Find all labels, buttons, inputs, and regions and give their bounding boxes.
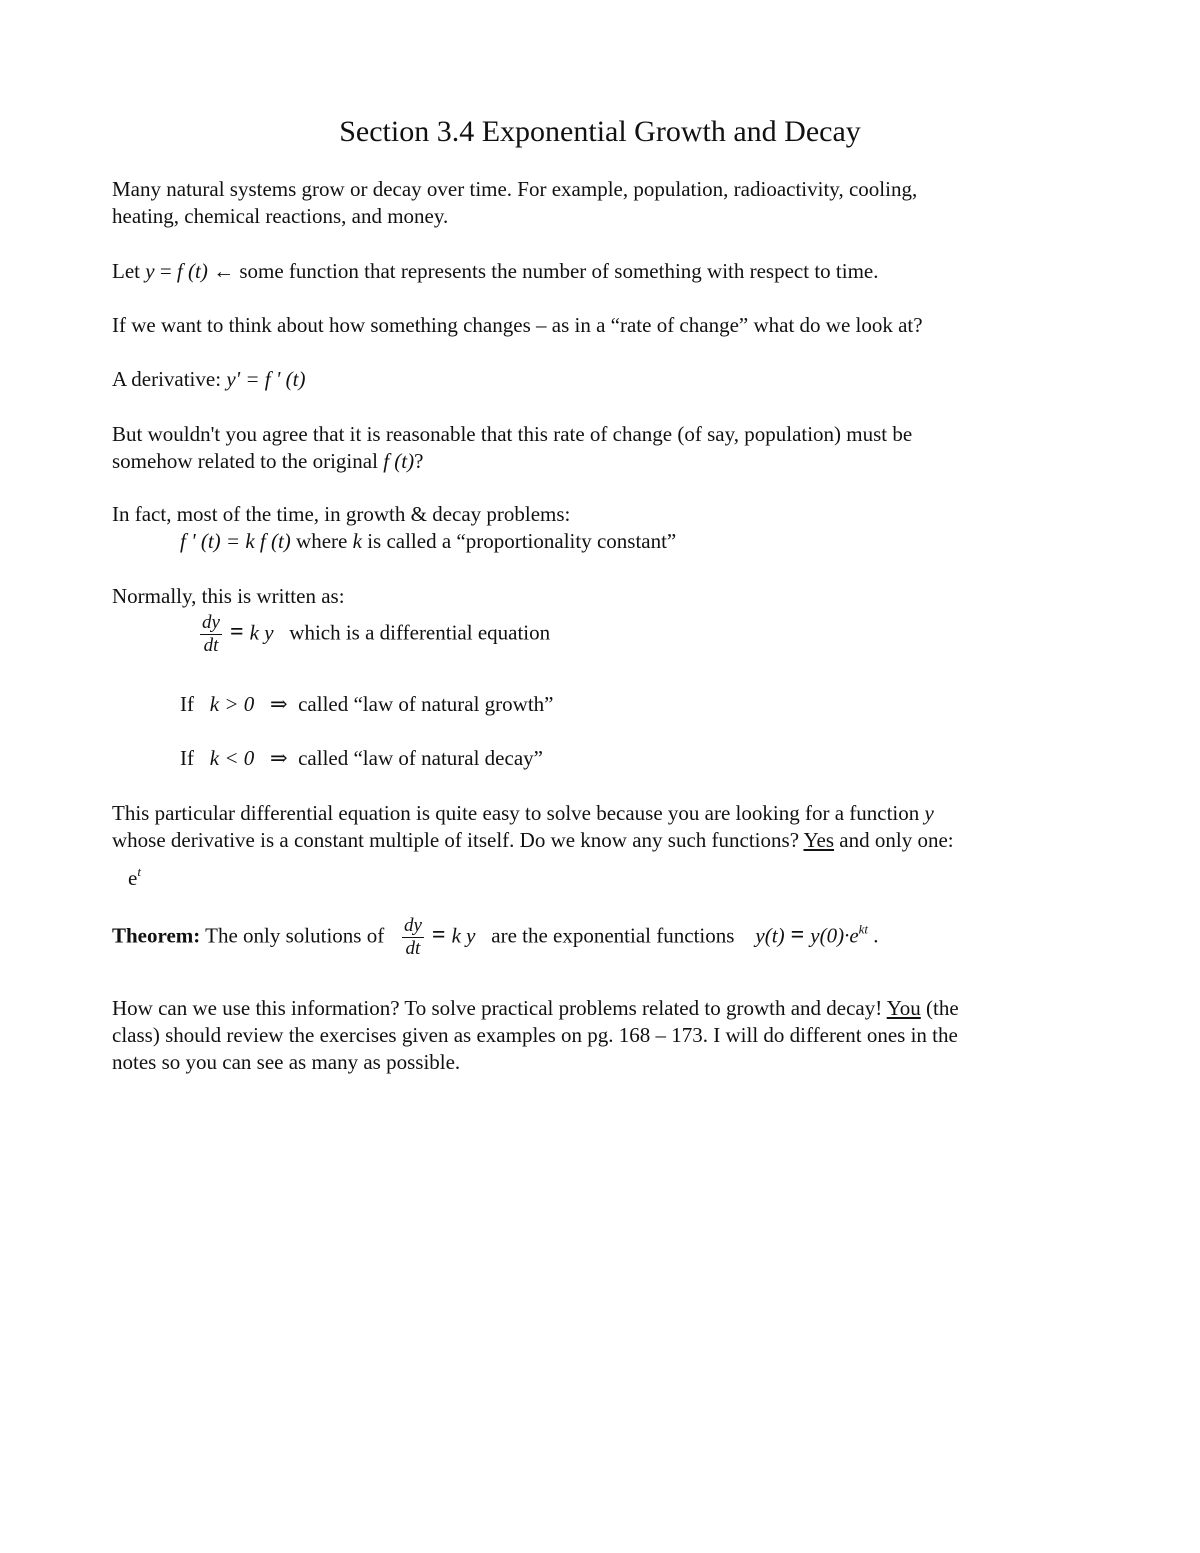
- theorem-solution: y(0)·e: [810, 923, 859, 948]
- closing-suffix: (the: [920, 996, 959, 1020]
- theorem-text-2: are the exponential functions: [491, 923, 735, 948]
- theorem-equals: =: [431, 922, 446, 949]
- normally-label: Normally, this is written as:: [112, 584, 345, 608]
- derivative-label: A derivative:: [112, 367, 227, 391]
- theorem-equals-2: =: [790, 922, 805, 949]
- differential-equation: [198, 612, 550, 657]
- theorem-label: Theorem:: [112, 923, 201, 948]
- theorem-lhs: y(t): [755, 923, 785, 948]
- left-arrow-icon: ←: [207, 259, 240, 283]
- solve-text-2: whose derivative is a constant multiple of itself. Do we know any such functions?: [112, 828, 804, 852]
- proportionality-text: is called a “proportionality constant”: [361, 529, 677, 553]
- closing-line-1: [112, 995, 959, 1022]
- decay-if: If: [180, 746, 194, 770]
- let-definition: [112, 258, 879, 285]
- implies-icon: ⇒: [270, 692, 288, 716]
- decay-condition: [180, 745, 543, 772]
- let-text: some function that represents the number of something with respect to time.: [239, 259, 879, 283]
- theorem-denominator: dt: [405, 938, 421, 959]
- solve-line-2: [112, 827, 954, 854]
- theorem-fraction: [402, 915, 424, 960]
- k-symbol: k: [352, 529, 362, 553]
- theorem-text-1: The only solutions of: [200, 923, 390, 948]
- theorem-exponent: kt: [858, 921, 869, 937]
- e-to-the-t: [128, 858, 141, 892]
- dy-dt-fraction: [200, 612, 222, 657]
- let-equals: =: [154, 259, 177, 283]
- reasonable-suffix: ?: [414, 449, 424, 473]
- growth-text: called “law of natural growth”: [298, 692, 554, 716]
- growth-inequality: k > 0: [209, 692, 255, 716]
- closing-line-2: class) should review the exercises given as examples on pg. 168 – 173. I will do different ones in the: [112, 1023, 958, 1047]
- closing-text: How can we use this information? To solve practical problems related to growth and decay!: [112, 996, 887, 1020]
- e-exponent: t: [137, 864, 141, 879]
- growth-if: If: [180, 692, 194, 716]
- theorem-ky: k y: [451, 923, 476, 948]
- fraction-denominator: dt: [203, 635, 219, 656]
- implies-icon: ⇒: [270, 746, 288, 770]
- solve-y: y: [924, 801, 934, 825]
- proportionality-line: [180, 528, 676, 555]
- theorem-period: .: [873, 923, 879, 948]
- decay-text: called “law of natural decay”: [298, 746, 543, 770]
- closing-line-3: notes so you can see as many as possible.: [112, 1050, 461, 1074]
- reasonable-text: somehow related to the original: [112, 449, 384, 473]
- in-fact-line: In fact, most of the time, in growth & decay problems:: [112, 502, 571, 526]
- ky-term: k y: [249, 620, 274, 645]
- page-title: Section 3.4 Exponential Growth and Decay: [339, 115, 861, 148]
- rate-of-change-question: If we want to think about how something changes – as in a “rate of change” what do we look at?: [112, 313, 923, 337]
- fraction-numerator: dy: [202, 612, 220, 633]
- solve-line-1: [112, 800, 934, 827]
- reasonable-ft: f (t): [383, 449, 415, 473]
- decay-inequality: k < 0: [209, 746, 255, 770]
- growth-condition: [180, 691, 554, 718]
- proportionality-formula: f ' (t) = k f (t): [180, 529, 291, 553]
- you-underlined: You: [886, 996, 921, 1020]
- differential-equation-text: which is a differential equation: [289, 620, 551, 645]
- let-prefix: Let: [112, 259, 146, 283]
- reasonable-line-1: But wouldn't you agree that it is reasonable that this rate of change (of say, population) must be: [112, 422, 913, 446]
- e-base: e: [128, 866, 138, 890]
- theorem-line: [112, 915, 879, 960]
- solve-text: This particular differential equation is quite easy to solve because you are looking for a function: [112, 801, 925, 825]
- intro-line-1: Many natural systems grow or decay over time. For example, population, radioactivity, cooling,: [112, 177, 918, 201]
- let-ft: f (t): [176, 259, 208, 283]
- solve-suffix: and only one:: [834, 828, 954, 852]
- where-text: where: [290, 529, 353, 553]
- reasonable-line-2: [112, 448, 423, 475]
- equals-sign: =: [229, 619, 244, 646]
- intro-line-2: heating, chemical reactions, and money.: [112, 204, 449, 228]
- let-y: y: [145, 259, 155, 283]
- derivative-formula: y' = f ' (t): [226, 367, 306, 391]
- yes-underlined: Yes: [803, 828, 835, 852]
- derivative-line: [112, 366, 305, 393]
- theorem-numerator: dy: [403, 915, 422, 936]
